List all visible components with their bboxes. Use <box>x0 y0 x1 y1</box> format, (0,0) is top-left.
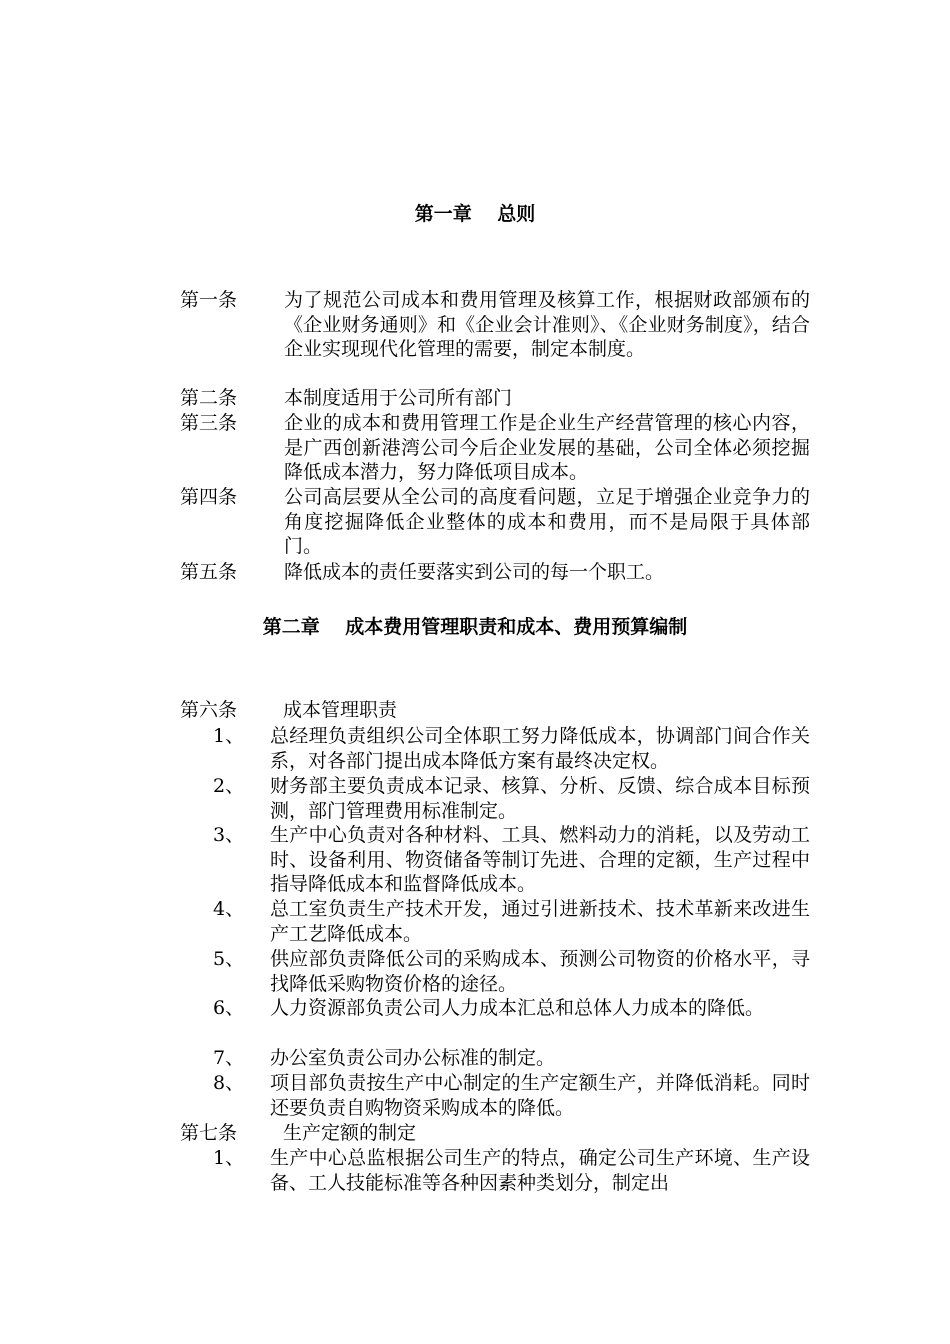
item-text: 生产中心负责对各种材料、工具、燃料动力的消耗，以及劳动工时、设备利用、物资储备等制订先进、合理的定额，生产过程中指导降低成本和监督降低成本。 <box>270 824 810 895</box>
article-text: 企业的成本和费用管理工作是企业生产经营管理的核心内容，是广西创新港湾公司今后企业发展的基础，公司全体必须挖掘降低成本潜力，努力降低项目成本。 <box>284 412 810 483</box>
article-label: 第一条 <box>180 289 238 311</box>
item-text: 总经理负责组织公司全体职工努力降低成本，协调部门间合作关系，对各部门提出成本降低方案有最终决定权。 <box>270 725 810 772</box>
item-text: 财务部主要负责成本记录、核算、分析、反馈、综合成本目标预测，部门管理费用标准制定。 <box>270 775 810 822</box>
list-item <box>213 823 833 897</box>
article-text: 降低成本的责任要落实到公司的每一个职工。 <box>284 561 665 583</box>
item-number: 1、 <box>213 725 245 747</box>
article-label: 第七条 <box>180 1122 238 1144</box>
item-text: 人力资源部负责公司人力成本汇总和总体人力成本的降低。 <box>270 997 765 1019</box>
item-number: 1、 <box>213 1147 245 1169</box>
item-text: 项目部负责按生产中心制定的生产定额生产，并降低消耗。同时还要负责自购物资采购成本的降低。 <box>270 1072 810 1119</box>
article-6-heading <box>180 698 398 723</box>
article-1 <box>180 288 820 362</box>
article-label: 第三条 <box>180 412 238 434</box>
item-number: 7、 <box>213 1047 245 1069</box>
item-text: 生产中心总监根据公司生产的特点，确定公司生产环境、生产设备、工人技能标准等各种因素种类划分，制定出 <box>270 1147 810 1194</box>
list-item <box>213 996 833 1021</box>
article-2 <box>180 386 820 411</box>
article-text: 本制度适用于公司所有部门 <box>284 387 513 409</box>
list-item <box>213 1046 833 1071</box>
item-text: 办公室负责公司办公标准的制定。 <box>270 1047 556 1069</box>
item-text: 供应部负责降低公司的采购成本、预测公司物资的价格水平，寻找降低采购物资价格的途径。 <box>270 948 810 995</box>
article-4 <box>180 485 820 559</box>
article-3 <box>180 411 820 485</box>
list-item <box>213 774 833 823</box>
article-5 <box>180 560 820 585</box>
item-number: 8、 <box>213 1072 245 1094</box>
item-number: 5、 <box>213 948 245 970</box>
item-number: 3、 <box>213 824 245 846</box>
article-7-heading <box>180 1121 417 1146</box>
list-item <box>213 897 833 946</box>
article-title: 成本管理职责 <box>283 699 398 721</box>
article-label: 第六条 <box>180 699 238 721</box>
article-label: 第二条 <box>180 387 238 409</box>
item-number: 2、 <box>213 775 245 797</box>
item-number: 4、 <box>213 898 245 920</box>
article-label: 第四条 <box>180 486 238 508</box>
item-text: 总工室负责生产技术开发，通过引进新技术、技术革新来改进生产工艺降低成本。 <box>270 898 810 945</box>
article-label: 第五条 <box>180 561 238 583</box>
item-number: 6、 <box>213 997 245 1019</box>
article-title: 生产定额的制定 <box>283 1122 417 1144</box>
list-item <box>213 947 833 996</box>
article-text: 公司高层要从全公司的高度看问题，立足于增强企业竞争力的角度挖掘降低企业整体的成本和费用，而不是局限于具体部门。 <box>284 486 810 557</box>
list-item <box>213 724 833 773</box>
list-item <box>213 1146 833 1195</box>
chapter-1-title: 第一章 总则 <box>414 203 536 225</box>
chapter-2-title: 第二章 成本费用管理职责和成本、费用预算编制 <box>262 616 688 638</box>
list-item <box>213 1071 833 1120</box>
article-text: 为了规范公司成本和费用管理及核算工作，根据财政部颁布的《企业财务通则》和《企业会计准则》、《企业财务制度》，结合企业实现现代化管理的需要，制定本制度。 <box>284 289 810 360</box>
